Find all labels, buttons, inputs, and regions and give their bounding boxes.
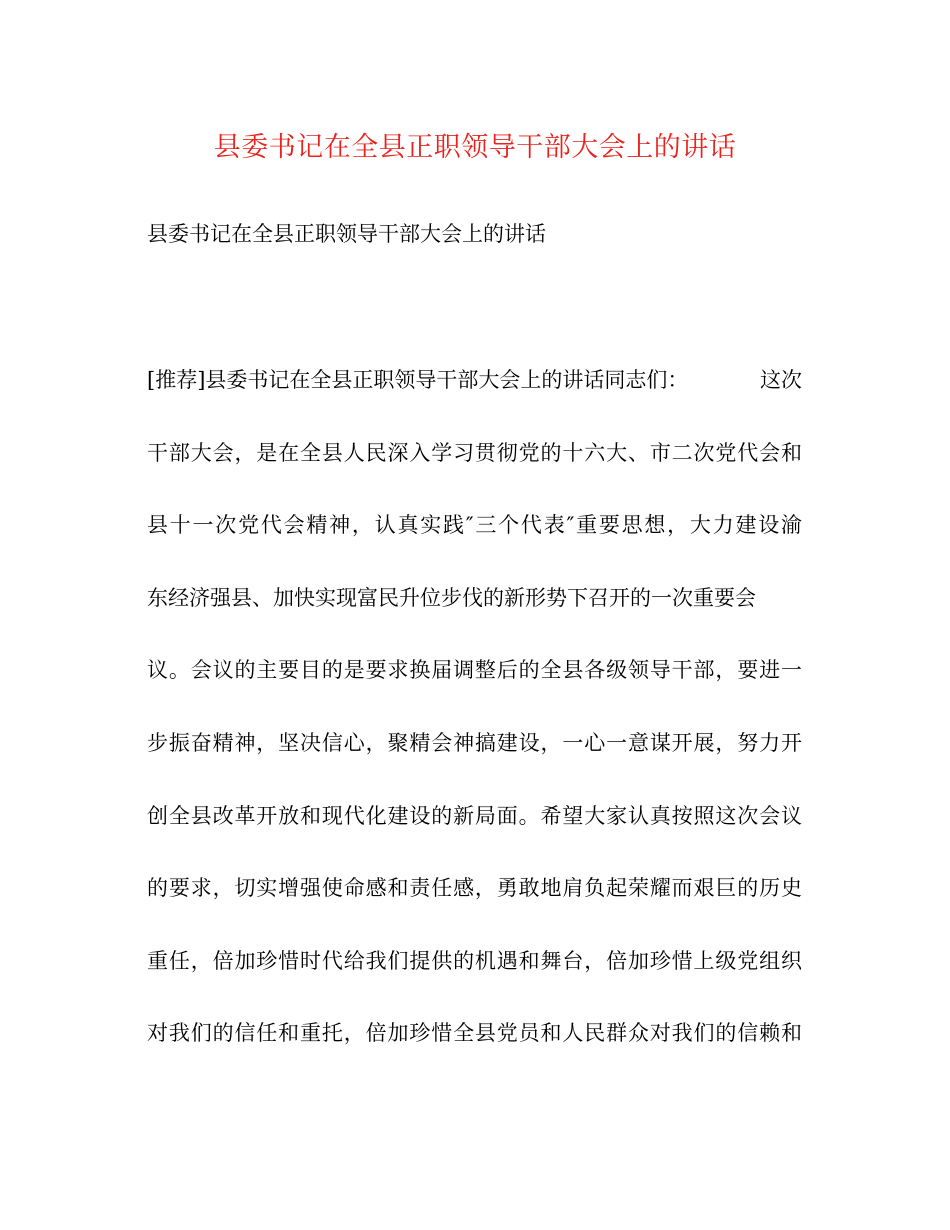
body-line: 创全县改革开放和现代化建设的新局面。希望大家认真按照这次会议 bbox=[147, 803, 802, 828]
body-line: 重任，倍加珍惜时代给我们提供的机遇和舞台，倍加珍惜上级党组织 bbox=[147, 948, 802, 973]
body-line: 县十一次党代会精神，认真实践″三个代表″重要思想，大力建设渝 bbox=[147, 513, 802, 538]
body-line: 干部大会，是在全县人民深入学习贯彻党的十六大、市二次党代会和 bbox=[147, 440, 802, 465]
document-subtitle: 县委书记在全县正职领导干部大会上的讲话 bbox=[147, 222, 546, 246]
document-body bbox=[147, 364, 802, 1090]
body-line-opening bbox=[147, 364, 802, 437]
body-line: 对我们的信任和重托，倍加珍惜全县党员和人民群众对我们的信赖和 bbox=[147, 1021, 802, 1046]
opening-trail: 这次 bbox=[760, 368, 802, 392]
body-line: 议。会议的主要目的是要求换届调整后的全县各级领导干部，要进一 bbox=[147, 658, 802, 683]
body-line: 的要求，切实增强使命感和责任感，勇敢地肩负起荣耀而艰巨的历史 bbox=[147, 876, 802, 901]
document-title: 县委书记在全县正职领导干部大会上的讲话 bbox=[213, 132, 737, 163]
opening-lead: [推荐]县委书记在全县正职领导干部大会上的讲话同志们： bbox=[147, 368, 689, 392]
body-line: 步振奋精神，坚决信心，聚精会神搞建设，一心一意谋开展，努力开 bbox=[147, 730, 802, 755]
body-line: 东经济强县、加快实现富民升位步伐的新形势下召开的一次重要会 bbox=[147, 585, 756, 610]
